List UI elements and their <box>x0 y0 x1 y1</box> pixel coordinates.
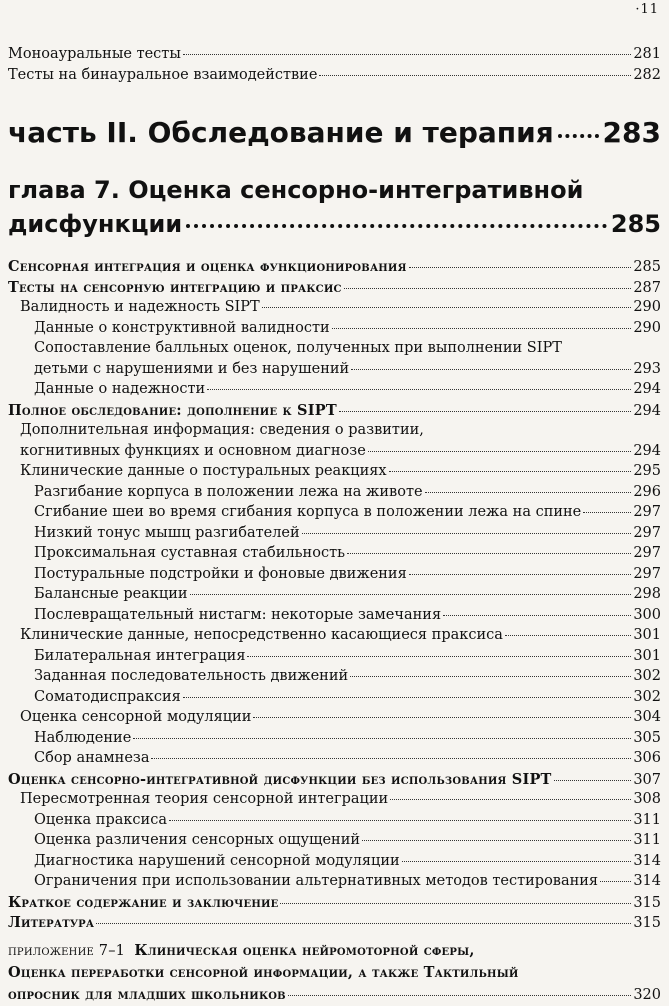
toc-entry <box>0 402 669 419</box>
toc-entry <box>0 648 669 664</box>
toc-entry <box>0 422 669 438</box>
dot-leader <box>425 492 632 493</box>
toc-entry-label: Разгибание корпуса в положении лежа на животе <box>34 484 423 500</box>
toc-entry <box>0 484 669 500</box>
toc-entry <box>0 812 669 828</box>
toc-entry-page: 295 <box>633 463 661 479</box>
dot-leader <box>186 224 607 228</box>
toc-entry <box>0 320 669 336</box>
dot-leader <box>505 635 631 636</box>
appendix-entry <box>8 940 661 1006</box>
dot-leader <box>368 451 632 452</box>
dot-leader <box>600 881 631 882</box>
toc-entry-page: 307 <box>633 772 661 788</box>
toc-entry <box>0 361 669 377</box>
toc-entry-page: 297 <box>633 525 661 541</box>
dot-leader <box>262 307 632 308</box>
toc-entry-page: 311 <box>633 812 661 828</box>
toc-entry-page: 296 <box>633 484 661 500</box>
toc-entry-page: 315 <box>633 915 661 931</box>
chapter-title-line2: дисфункции <box>8 210 183 238</box>
dot-leader <box>389 471 632 472</box>
toc-entry <box>0 668 669 684</box>
toc-entry-page: 294 <box>633 403 661 419</box>
toc-entry <box>0 791 669 807</box>
dot-leader <box>151 758 631 759</box>
toc-entry-label: Диагностика нарушений сенсорной модуляции <box>34 853 400 869</box>
dot-leader <box>362 840 631 841</box>
toc-entry-page: 314 <box>633 853 661 869</box>
toc-entry-label: Краткое содержание и заключение <box>8 894 279 911</box>
toc-entry-label: Сопоставление балльных оценок, полученных при выполнении SIPT <box>34 340 562 356</box>
toc-entry-label: Наблюдение <box>34 730 132 746</box>
toc-entry-page: 308 <box>633 791 661 807</box>
dot-leader <box>332 328 632 329</box>
toc-entry-label: Постуральные подстройки и фоновые движения <box>34 566 407 582</box>
toc-entry-page: 302 <box>633 668 661 684</box>
toc-entry-label: Балансные реакции <box>34 586 188 602</box>
dot-leader <box>247 656 631 657</box>
toc-entry-label: детьми с нарушениями и без нарушений <box>34 361 350 377</box>
toc-entry <box>0 730 669 746</box>
toc-entry <box>0 279 669 296</box>
part-heading <box>8 116 661 149</box>
toc-entry-page: 281 <box>633 46 661 62</box>
toc-entry-page: 290 <box>633 320 661 336</box>
toc-entry-page: 297 <box>633 504 661 520</box>
appendix-title-line1: Клиническая оценка нейромоторной сферы, <box>134 942 475 959</box>
toc-entry-page: 315 <box>633 895 661 911</box>
toc-entry-page: 314 <box>633 873 661 889</box>
toc-entry-page: 306 <box>633 750 661 766</box>
toc-entry-label: Ограничения при использовании альтернативных методов тестирования <box>34 873 599 889</box>
toc-entry <box>0 607 669 623</box>
toc-entry-label: Дополнительная информация: сведения о развитии, <box>20 422 424 438</box>
toc-entry <box>0 545 669 561</box>
toc-entry <box>0 525 669 541</box>
toc-entry-label: Проксимальная суставная стабильность <box>34 545 345 561</box>
toc-entry-page: 290 <box>633 299 661 315</box>
toc-entry-label: Данные о надежности <box>34 381 206 397</box>
dot-leader <box>339 411 632 412</box>
toc-entry-page: 287 <box>633 280 661 296</box>
toc-entry <box>0 689 669 705</box>
toc-entry-label: когнитивных функциях и основном диагнозе <box>20 443 366 459</box>
toc-entry <box>0 709 669 725</box>
part-title: часть II. Обследование и терапия <box>8 116 554 149</box>
toc-entry <box>0 258 669 275</box>
dot-leader <box>319 75 631 76</box>
toc-entry-label: Сенсорная интеграция и оценка функционирования <box>8 258 407 275</box>
toc-entry <box>0 443 669 459</box>
toc-entry-label: Моноауральные тесты <box>8 46 181 62</box>
toc-entry <box>0 853 669 869</box>
dot-leader <box>302 533 632 534</box>
dot-leader <box>169 820 631 821</box>
toc-entry-page: 297 <box>633 566 661 582</box>
toc-entry-label: Оценка праксиса <box>34 812 167 828</box>
toc-entry <box>0 627 669 643</box>
dot-leader <box>558 134 599 138</box>
dot-leader <box>402 861 632 862</box>
toc-entry-label: Тесты на сенсорную интеграцию и праксис <box>8 279 342 296</box>
dot-leader <box>280 903 631 904</box>
toc-entry-page: 294 <box>633 443 661 459</box>
toc-entry-label: Сбор анамнеза <box>34 750 150 766</box>
toc-entry-page: 298 <box>633 586 661 602</box>
dot-leader <box>207 389 631 390</box>
dot-leader <box>96 923 631 924</box>
toc-entry-label: Послевращательный нистагм: некоторые замечания <box>34 607 442 623</box>
toc-entry-page: 282 <box>633 67 661 83</box>
toc-entry-page: 285 <box>633 259 661 275</box>
toc-entry-label: Оценка различения сенсорных ощущений <box>34 832 361 848</box>
toc-entry <box>0 832 669 848</box>
toc-entry <box>0 873 669 889</box>
chapter-heading <box>8 176 661 244</box>
toc-entry-label: Билатеральная интеграция <box>34 648 246 664</box>
toc-entry-page: 294 <box>633 381 661 397</box>
toc-entry <box>0 894 669 911</box>
dot-leader <box>409 267 632 268</box>
toc-entry <box>0 586 669 602</box>
toc-entry-label: Оценка сенсорно-интегративной дисфункции без использования SIPT <box>8 771 552 788</box>
toc-entry-label: Клинические данные, непосредственно касающиеся праксиса <box>20 627 503 643</box>
chapter-title-line1: глава 7. Оценка сенсорно-интегративной <box>8 176 584 204</box>
toc-entry-page: 293 <box>633 361 661 377</box>
dot-leader <box>347 553 631 554</box>
toc-entry <box>0 504 669 520</box>
toc-entry-label: Заданная последовательность движений <box>34 668 349 684</box>
toc-entry-label: Тесты на бинауральное взаимодействие <box>8 67 318 83</box>
toc-entry <box>0 463 669 479</box>
toc-entry-label: Литература <box>8 914 95 931</box>
dot-leader <box>190 594 632 595</box>
toc-entry <box>0 46 669 62</box>
toc-entry-label: Оценка сенсорной модуляции <box>20 709 252 725</box>
toc-entry-label: Клинические данные о постуральных реакциях <box>20 463 387 479</box>
dot-leader <box>409 574 632 575</box>
toc-entry-label: Валидность и надежность SIPT <box>20 299 260 315</box>
chapter-page: 285 <box>610 210 661 238</box>
dot-leader <box>390 799 631 800</box>
dot-leader <box>443 615 631 616</box>
toc-entry <box>0 340 669 356</box>
appendix-title-line3: опросник для младших школьников <box>8 986 286 1003</box>
toc-entry-page: 297 <box>633 545 661 561</box>
appendix-prefix: приложение 7–1 <box>8 943 126 959</box>
dot-leader <box>253 717 631 718</box>
dot-leader <box>133 738 631 739</box>
toc-entry-label: Сгибание шеи во время сгибания корпуса в положении лежа на спине <box>34 504 582 520</box>
toc-entry-page: 301 <box>633 648 661 664</box>
part-page: 283 <box>602 116 661 149</box>
toc-entry <box>0 914 669 931</box>
toc-entry-page: 311 <box>633 832 661 848</box>
dot-leader <box>583 512 631 513</box>
toc-entry-label: Низкий тонус мышц разгибателей <box>34 525 300 541</box>
appendix-page: 320 <box>633 987 661 1003</box>
toc-entry <box>0 566 669 582</box>
toc-entry-label: Полное обследование: дополнение к SIPT <box>8 402 337 419</box>
dot-leader <box>344 288 632 289</box>
toc-entry <box>0 750 669 766</box>
toc-entry-label: Соматодиспраксия <box>34 689 181 705</box>
toc-entry <box>0 67 669 83</box>
toc-entry-page: 304 <box>633 709 661 725</box>
toc-entry-page: 305 <box>633 730 661 746</box>
dot-leader <box>183 697 632 698</box>
toc-entry <box>0 381 669 397</box>
appendix-title-line2: Оценка переработки сенсорной информации, а также Тактильный <box>8 964 519 981</box>
toc-entry-page: 300 <box>633 607 661 623</box>
dot-leader <box>288 995 632 996</box>
toc-entry <box>0 299 669 315</box>
toc-entry-label: Данные о конструктивной валидности <box>34 320 330 336</box>
dot-leader <box>350 676 631 677</box>
dot-leader <box>351 369 631 370</box>
page-number: ·11 <box>635 2 659 17</box>
dot-leader <box>554 780 632 781</box>
toc-entry-page: 302 <box>633 689 661 705</box>
toc-entry <box>0 771 669 788</box>
toc-entry-label: Пересмотренная теория сенсорной интеграции <box>20 791 389 807</box>
toc-entry-page: 301 <box>633 627 661 643</box>
dot-leader <box>183 54 631 55</box>
